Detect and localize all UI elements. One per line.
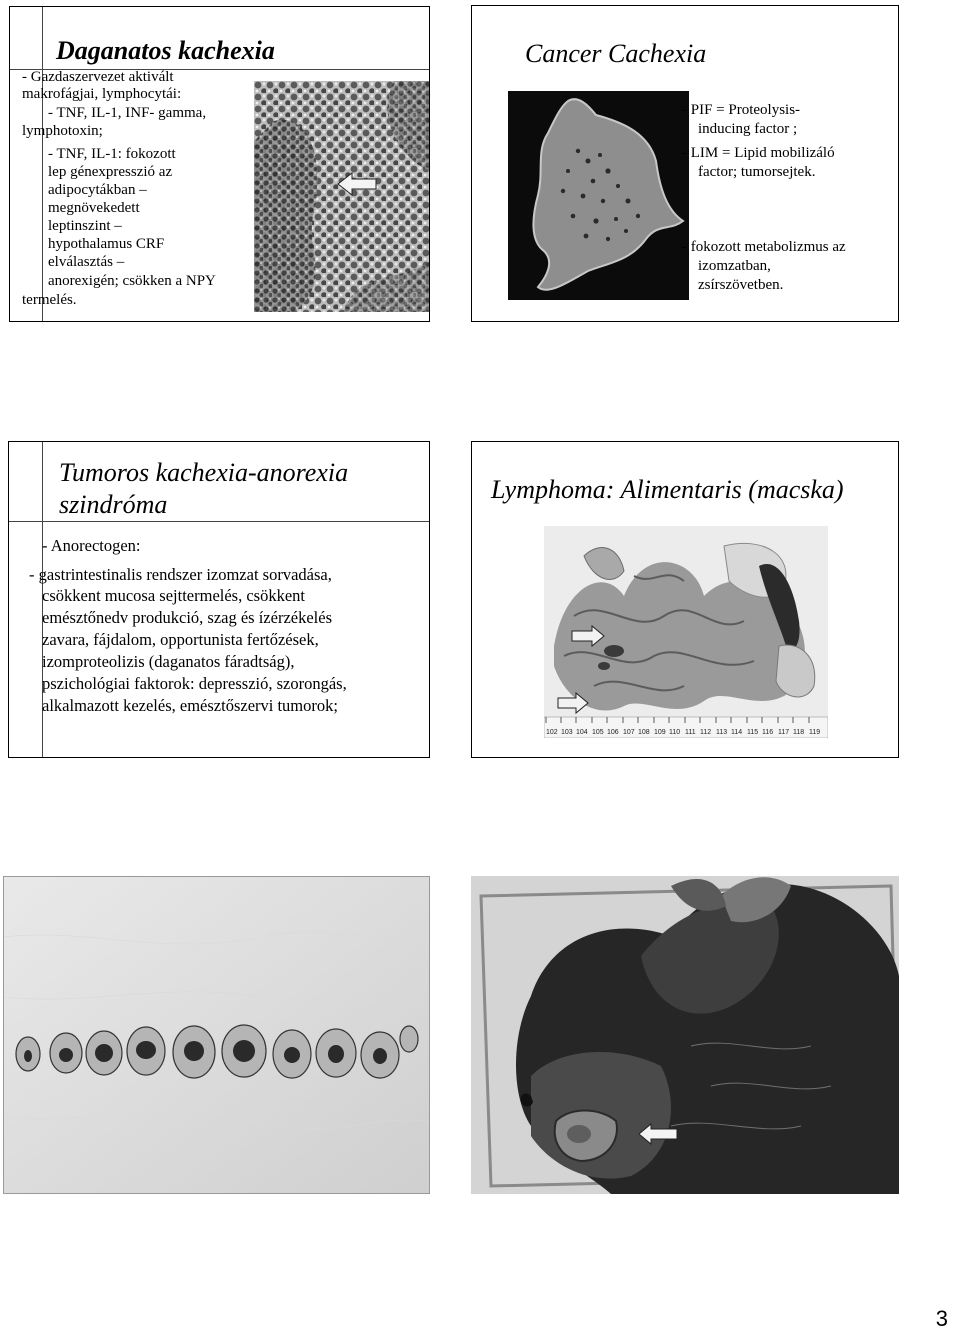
text-line: - Anorectogen: — [42, 536, 141, 555]
ruler-label: 116 — [762, 729, 774, 736]
ruler-label: 106 — [607, 729, 619, 736]
text-line: - PIF = Proteolysis- — [682, 102, 801, 118]
page-number: 3 — [935, 1306, 948, 1331]
text-line: leptinszint – — [48, 218, 122, 234]
tumor-cell-micrograph — [508, 91, 689, 300]
ruler — [544, 717, 828, 738]
slide-guide-vertical — [42, 7, 43, 321]
text-line: hypothalamus CRF — [48, 236, 165, 252]
ruler-label: 110 — [669, 729, 681, 736]
ruler-label: 117 — [778, 729, 790, 736]
ruler-label: 102 — [546, 729, 558, 736]
ruler-label: 105 — [592, 729, 604, 736]
text-line: izomzatban, — [698, 258, 771, 274]
histology-micrograph — [254, 81, 430, 312]
text-line: anorexigén; csökken a NPY — [48, 273, 216, 289]
slide-title: Daganatos kachexia — [56, 36, 275, 65]
ruler-label: 114 — [731, 729, 743, 736]
text-line: emésztőnedv produkció, szag és ízérzékelés — [42, 608, 332, 627]
ruler-label: 115 — [747, 729, 759, 736]
slide-title-continued: szindróma — [59, 490, 168, 519]
text-line: lep génexpresszió az — [48, 164, 173, 180]
slide-tumoros-kachexia — [8, 441, 430, 758]
text-line: zsírszövetben. — [698, 277, 784, 293]
slide-daganatos-kachexia — [9, 6, 430, 322]
ruler-label: 108 — [638, 729, 650, 736]
slide-cancer-cachexia — [471, 5, 899, 322]
ruler-label: 113 — [716, 729, 728, 736]
text-line: pszichológiai faktorok: depresszió, szorongás, — [42, 674, 347, 693]
text-line: - fokozott metabolizmus az — [682, 239, 846, 255]
text-line: termelés. — [22, 292, 77, 308]
text-line: factor; tumorsejtek. — [698, 164, 816, 180]
text-line: makrofágjai, lymphocytái: — [22, 86, 182, 102]
ruler-label: 111 — [685, 729, 696, 736]
text-line: - LIM = Lipid mobilizáló — [682, 145, 835, 161]
text-line: adipocytákban – — [48, 182, 147, 198]
ruler-label: 109 — [654, 729, 666, 736]
text-line: csökkent mucosa sejttermelés, csökkent — [42, 586, 306, 605]
text-line: zavara, fájdalom, opportunista fertőzések, — [42, 630, 319, 649]
text-line: alkalmazott kezelés, emésztőszervi tumorok; — [42, 696, 338, 715]
ruler-label: 103 — [561, 729, 573, 736]
text-line: lymphotoxin; — [22, 123, 103, 139]
text-line: - TNF, IL-1: fokozott — [48, 146, 176, 162]
slide-lymphoma-alimentaris — [471, 441, 899, 758]
text-line: - Gazdaszervezet aktivált — [22, 69, 174, 85]
slide-title: Tumoros kachexia-anorexia — [59, 458, 349, 487]
ruler-label: 104 — [576, 729, 588, 736]
dog-head-photo — [471, 876, 899, 1194]
ruler-label: 118 — [793, 729, 805, 736]
slide-guide-horizontal — [9, 521, 429, 522]
ruler-label: 119 — [809, 729, 821, 736]
ruler-label: 107 — [623, 729, 635, 736]
tissue-slices-photo — [3, 876, 430, 1194]
intestine-specimen-photo — [544, 526, 828, 738]
text-line: elválasztás – — [48, 254, 125, 270]
text-line: megnövekedett — [48, 200, 140, 216]
slide-title: Cancer Cachexia — [525, 39, 707, 68]
slide-title: Lymphoma: Alimentaris (macska) — [491, 475, 844, 504]
text-line: izomproteolizis (daganatos fáradtság), — [42, 652, 295, 671]
text-line: - TNF, IL-1, INF- gamma, — [48, 105, 207, 121]
text-line: - gastrintestinalis rendszer izomzat sorvadása, — [29, 565, 332, 584]
ruler-label: 112 — [700, 729, 712, 736]
text-line: inducing factor ; — [698, 121, 798, 137]
